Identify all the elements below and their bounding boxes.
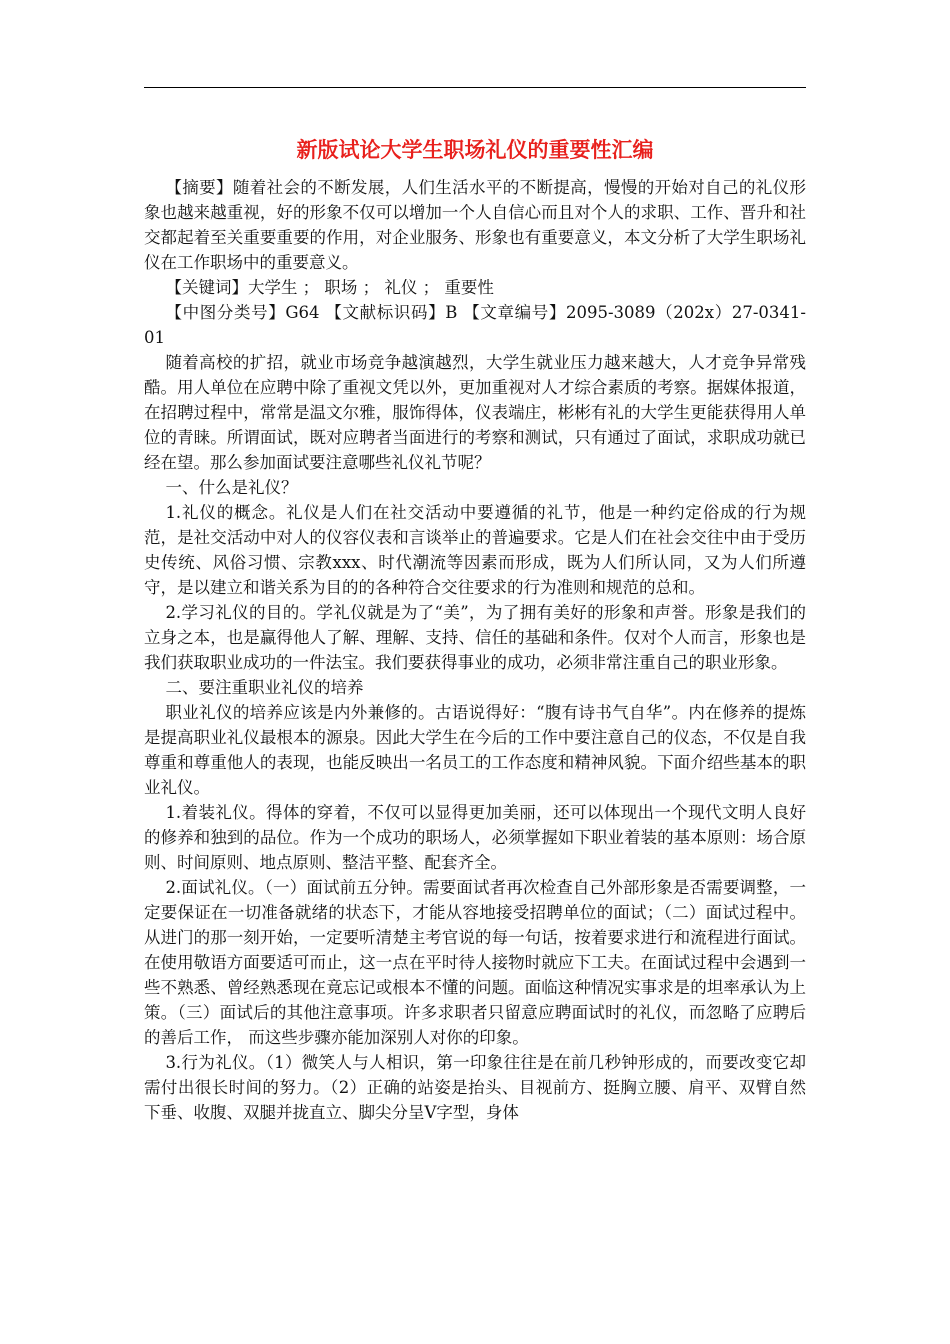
body-paragraph: 2.学习礼仪的目的。学礼仪就是为了“美”，为了拥有美好的形象和声誉。形象是我们的立身之本，也是赢得他人了解、理解、支持、信任的基础和条件。仅对个人而言，形象也是我们获取职业成功的一件法宝。我们要获得事业的成功，必须非常注重自己的职业形象。 <box>144 603 806 672</box>
document-title: 新版试论大学生职场礼仪的重要性汇编 <box>296 138 654 162</box>
intro-paragraph: 随着高校的扩招，就业市场竞争越演越烈，大学生就业压力越来越大，人才竞争异常残酷。用人单位在应聘中除了重视文凭以外，更加重视对人才综合素质的考察。据媒体报道，在招聘过程中，常常是温文尔雅，服饰得体，仪表端庄，彬彬有礼的大学生更能获得用人单位的青睐。所谓面试，既对应聘者当面进行的考察和测试，只有通过了面试，求职成功就已经在望。那么参加面试要注意哪些礼仪礼节呢？ <box>144 353 806 472</box>
body-paragraph: 1.礼仪的概念。礼仪是人们在社交活动中要遵循的礼节，他是一种约定俗成的行为规范，是社交活动中对人的仪容仪表和言谈举止的普遍要求。它是人们在社会交往中由于受历史传统、风俗习惯、宗教xxx、时代潮流等因素而形成，既为人们所认同，又为人们所遵守，是以建立和谐关系为目的的各种符合交往要求的行为准则和规范的总和。 <box>144 503 806 597</box>
body-paragraph: 3.行为礼仪。（1）微笑人与人相识，第一印象往往是在前几秒钟形成的，而要改变它却需付出很长时间的努力。（2）正确的站姿是抬头、目视前方、挺胸立腰、肩平、双臂自然下垂、收腹、双腿并拢直立、脚尖分呈V字型，身体 <box>144 1053 806 1122</box>
header-rule <box>144 87 806 88</box>
document-body <box>144 175 806 1125</box>
abstract-paragraph: 【摘要】随着社会的不断发展，人们生活水平的不断提高，慢慢的开始对自己的礼仪形象也越来越重视，好的形象不仅可以增加一个人自信心而且对个人的求职、工作、晋升和社交都起着至关重要重要的作用，对企业服务、形象也有重要意义，本文分析了大学生职场礼仪在工作职场中的重要意义。 <box>144 178 806 272</box>
body-paragraph: 1.着装礼仪。得体的穿着，不仅可以显得更加美丽，还可以体现出一个现代文明人良好的修养和独到的品位。作为一个成功的职场人，必须掌握如下职业着装的基本原则：场合原则、时间原则、地点原则、整洁平整、配套齐全。 <box>144 803 806 872</box>
classification-line: 【中图分类号】G64 【文献标识码】B 【文章编号】2095-3089（202x）27-0341-01 <box>144 303 806 347</box>
section-heading-2: 二、要注重职业礼仪的培养 <box>165 678 364 697</box>
section-heading-1: 一、什么是礼仪？ <box>165 478 298 497</box>
keywords-line: 【关键词】大学生 ； 职场 ； 礼仪 ； 重要性 <box>165 278 494 297</box>
body-paragraph: 2.面试礼仪。（一）面试前五分钟。需要面试者再次检查自己外部形象是否需要调整，一定要保证在一切准备就绪的状态下，才能从容地接受招聘单位的面试；（二）面试过程中。从进门的那一刻开始，一定要听清楚主考官说的每一句话，按着要求进行和流程进行面试。在使用敬语方面要适可而止，这一点在平时待人接物时就应下工夫。在面试过程中会遇到一些不熟悉、曾经熟悉现在竟忘记或根本不懂的问题。面临这种情况实事求是的坦率承认为上策。（三）面试后的其他注意事项。许多求职者只留意应聘面试时的礼仪，而忽略了应聘后的善后工作， 而这些步骤亦能加深别人对你的印象。 <box>144 878 806 1047</box>
body-paragraph: 职业礼仪的培养应该是内外兼修的。古语说得好：“腹有诗书气自华”。内在修养的提炼是提高职业礼仪最根本的源泉。因此大学生在今后的工作中要注意自己的仪态，不仅是自我尊重和尊重他人的表现，也能反映出一名员工的工作态度和精神风貌。下面介绍些基本的职业礼仪。 <box>144 703 806 797</box>
